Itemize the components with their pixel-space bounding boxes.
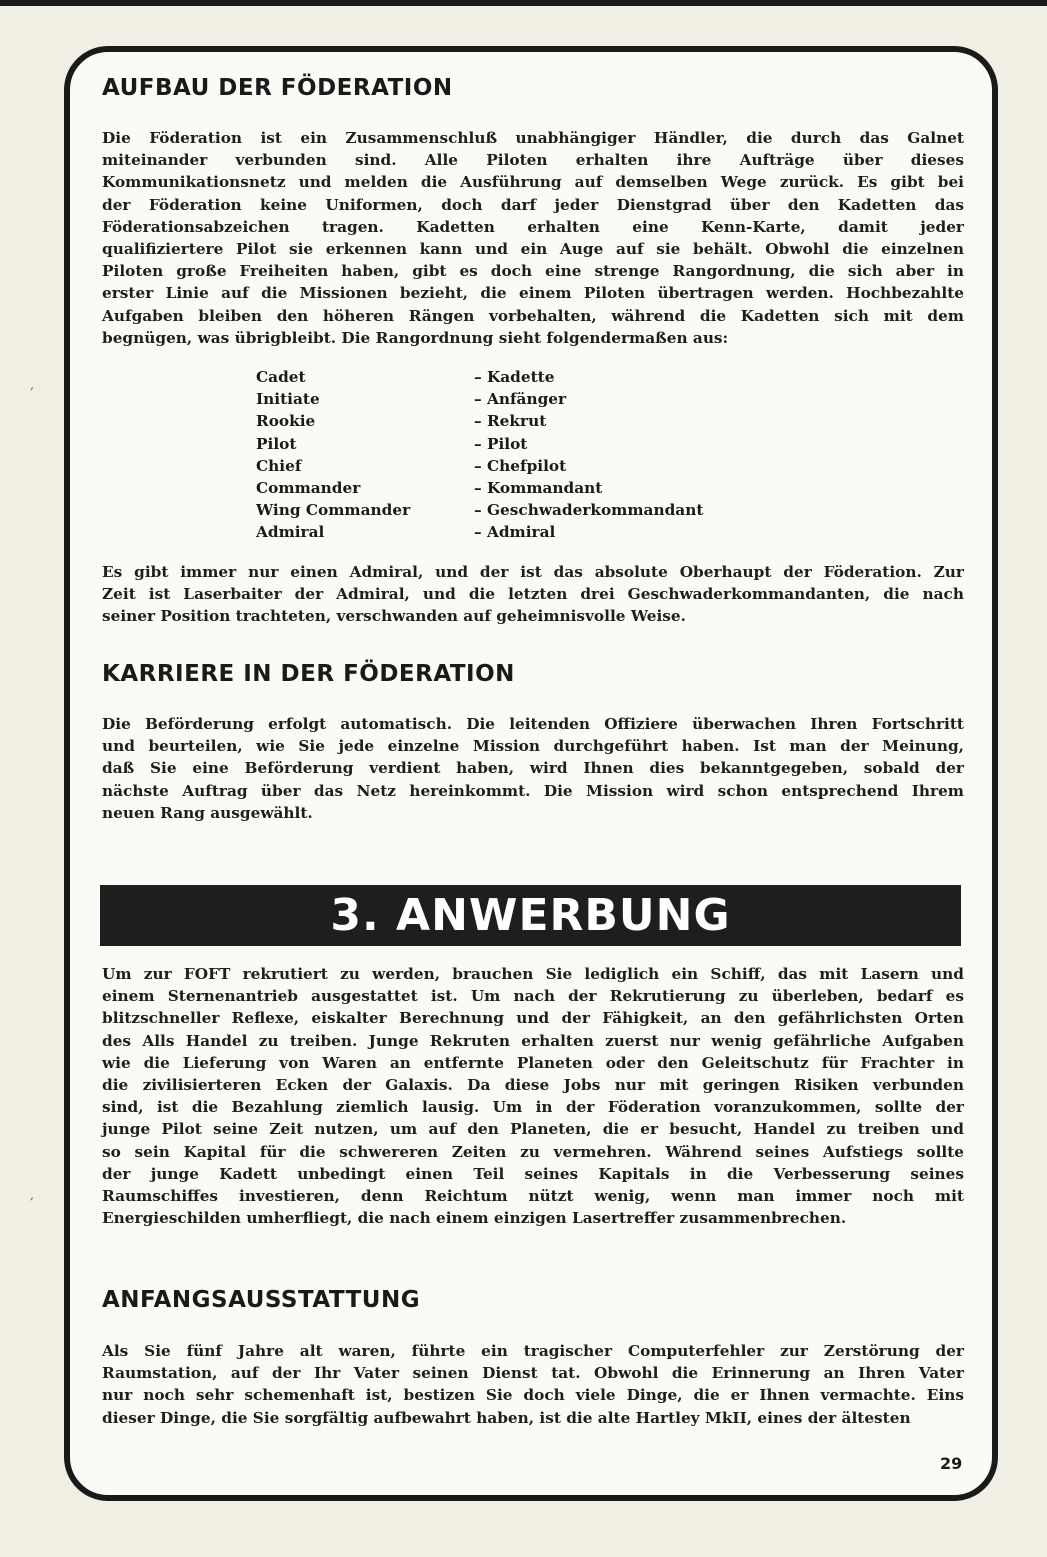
text-line: der Föderation keine Uniformen, doch darf jeder Dienstgrad über den Kadetten das xyxy=(102,195,964,214)
rank-row xyxy=(256,499,776,521)
chapter-banner: 3. ANWERBUNG xyxy=(100,885,961,946)
text-line: erster Linie auf die Missionen bezieht, die einem Piloten übertragen werden. Hochbezahlte xyxy=(102,284,964,303)
rank-english: Rookie xyxy=(256,412,316,431)
rank-row xyxy=(256,455,776,477)
text-line: Die Föderation ist ein Zusammenschluß unabhängiger Händler, die durch das Galnet xyxy=(102,129,964,147)
rank-german: – Pilot xyxy=(474,434,528,453)
rank-english: Chief xyxy=(256,456,302,475)
paragraph-aufbau xyxy=(102,127,964,349)
text-line: daß Sie eine Beförderung verdient haben, wird Ihnen dies bekanntgegeben, sobald der xyxy=(102,759,964,778)
text-line: Kommunikationsnetz und melden die Ausführung auf demselben Wege zurück. Es gibt bei xyxy=(102,173,964,192)
rank-german: – Rekrut xyxy=(474,412,547,431)
text-line: des Alls Handel zu treiben. Junge Rekruten erhalten zuerst nur wenig gefährliche Aufgaben xyxy=(102,1031,964,1050)
text-line: neuen Rang ausgewählt. xyxy=(102,803,313,822)
text-line: nächste Auftrag über das Netz hereinkommt. Die Mission wird schon entsprechend Ihrem xyxy=(102,781,964,800)
rank-german: – Geschwaderkommandant xyxy=(474,501,704,520)
rank-english: Wing Commander xyxy=(256,501,411,520)
text-line: Raumschiffes investieren, denn Reichtum nützt wenig, wenn man immer noch mit xyxy=(102,1187,964,1206)
text-line: die zivilisierteren Ecken der Galaxis. Da diese Jobs nur mit geringen Risiken verbunden xyxy=(102,1076,964,1095)
paragraph-anwerbung xyxy=(102,963,964,1229)
rank-row xyxy=(256,521,776,543)
text-line: so sein Kapital für die schwereren Zeiten zu vermehren. Während seines Aufstiegs sollte xyxy=(102,1142,964,1161)
rank-german: – Admiral xyxy=(474,523,556,542)
rank-row xyxy=(256,477,776,499)
text-line: Piloten große Freiheiten haben, gibt es doch eine strenge Rangordnung, die sich aber in xyxy=(102,262,964,281)
text-line: qualifiziertere Pilot sie erkennen kann und ein Auge auf sie behält. Obwohl die einzelnen xyxy=(102,240,964,259)
text-line: Föderationsabzeichen tragen. Kadetten erhalten eine Kenn-Karte, damit jeder xyxy=(102,217,964,236)
rank-row xyxy=(256,366,776,388)
margin-mark: ‚ xyxy=(30,378,34,392)
text-line: begnügen, was übrigbleibt. Die Rangordnung sieht folgendermaßen aus: xyxy=(102,328,729,347)
rank-german: – Anfänger xyxy=(474,390,567,409)
text-line: blitzschneller Reflexe, eiskalter Berechnung und der Fähigkeit, an den gefährlichsten Orten xyxy=(102,1009,964,1028)
heading-karriere: KARRIERE IN DER FÖDERATION xyxy=(102,661,515,687)
text-line: Energieschilden umherfliegt, die nach einem einzigen Lasertreffer zusammenbrechen. xyxy=(102,1209,847,1228)
paragraph-karriere xyxy=(102,713,964,824)
rank-english: Admiral xyxy=(256,523,325,542)
text-line: miteinander verbunden sind. Alle Piloten erhalten ihre Aufträge über dieses xyxy=(102,151,964,170)
text-line: Aufgaben bleiben den höheren Rängen vorbehalten, während die Kadetten sich mit dem xyxy=(102,306,964,325)
rank-german: – Kommandant xyxy=(474,478,603,497)
rank-row xyxy=(256,410,776,432)
text-line: junge Pilot seine Zeit nutzen, um auf den Planeten, die er besucht, Handel zu treiben und xyxy=(102,1120,964,1139)
text-line: Als Sie fünf Jahre alt waren, führte ein tragischer Computerfehler zur Zerstörung der xyxy=(102,1342,964,1360)
rank-row xyxy=(256,388,776,410)
text-line: der junge Kadett unbedingt einen Teil seines Kapitals in die Verbesserung seines xyxy=(102,1164,964,1183)
text-line: seiner Position trachteten, verschwanden auf geheimnisvolle Weise. xyxy=(102,607,686,626)
text-line: Zeit ist Laserbaiter der Admiral, und die letzten drei Geschwaderkommandanten, die nach xyxy=(102,585,964,604)
top-edge-strip xyxy=(0,0,1047,6)
rank-german: – Chefpilot xyxy=(474,456,567,475)
rank-english: Pilot xyxy=(256,434,297,453)
rank-english: Cadet xyxy=(256,368,306,386)
text-line: Es gibt immer nur einen Admiral, und der ist das absolute Oberhaupt der Föderation. Zur xyxy=(102,563,964,581)
rank-german: – Kadette xyxy=(474,368,555,386)
text-line: dieser Dinge, die Sie sorgfältig aufbewahrt haben, ist die alte Hartley MkII, eines der ältesten xyxy=(102,1408,911,1427)
text-line: Die Beförderung erfolgt automatisch. Die leitenden Offiziere überwachen Ihren Fortschritt xyxy=(102,715,964,733)
text-line: Um zur FOFT rekrutiert zu werden, brauchen Sie lediglich ein Schiff, das mit Lasern und xyxy=(102,965,964,983)
heading-anfangsausstattung: ANFANGSAUSSTATTUNG xyxy=(102,1287,421,1313)
text-line: sind, ist die Bezahlung ziemlich lausig. Um in der Föderation voranzukommen, sollte der xyxy=(102,1098,964,1117)
heading-aufbau: AUFBAU DER FÖDERATION xyxy=(102,75,453,101)
paragraph-admiral xyxy=(102,561,964,628)
rank-english: Initiate xyxy=(256,390,320,409)
text-line: nur noch sehr schemenhaft ist, bestizen Sie doch viele Dinge, die er Ihnen vermachte. Eins xyxy=(102,1386,964,1405)
text-line: wie die Lieferung von Waren an entfernte Planeten oder den Geleitschutz für Frachter in xyxy=(102,1053,964,1072)
text-line: einem Sternenantrieb ausgestattet ist. Um nach der Rekrutierung zu überleben, bedarf es xyxy=(102,987,964,1006)
paragraph-anfangsausstattung xyxy=(102,1340,964,1429)
page-number: 29 xyxy=(940,1454,963,1473)
rank-english: Commander xyxy=(256,478,361,497)
rank-row xyxy=(256,433,776,455)
text-line: und beurteilen, wie Sie jede einzelne Mission durchgeführt haben. Ist man der Meinung, xyxy=(102,737,964,756)
text-line: Raumstation, auf der Ihr Vater seinen Dienst tat. Obwohl die Erinnerung an Ihren Vater xyxy=(102,1364,964,1383)
margin-mark: ‚ xyxy=(30,1188,34,1202)
rank-table xyxy=(256,366,776,544)
